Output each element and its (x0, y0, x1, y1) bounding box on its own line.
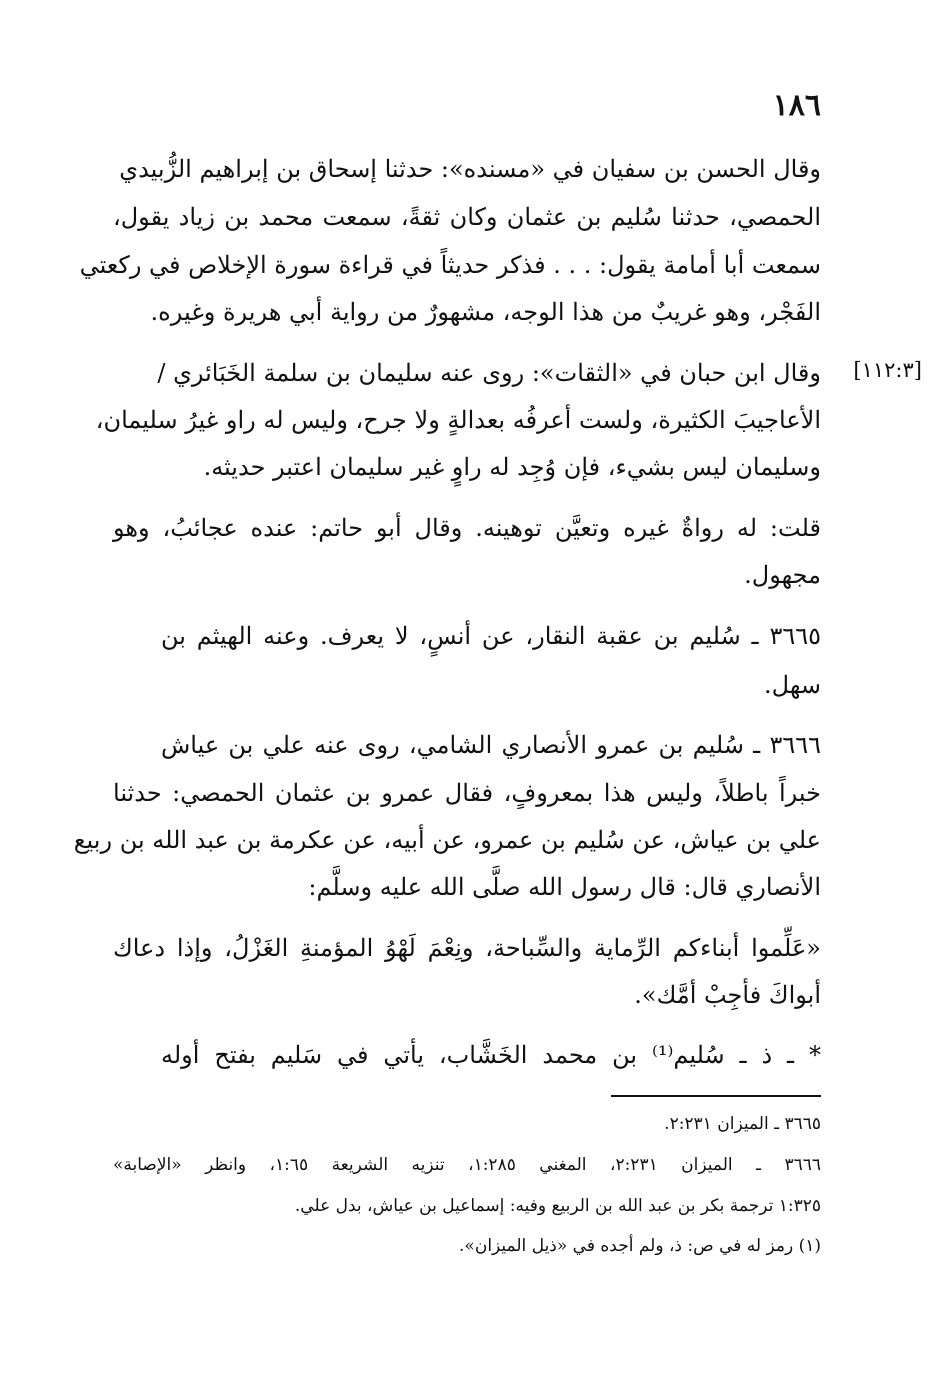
text-line: أبواكَ فأجِبْ أمَّك». (634, 981, 821, 1009)
text-line: الحمصي، حدثنا سُليم بن عثمان وكان ثقةً، سمعت محمد بن زياد يقول، (113, 203, 821, 231)
text-line: قلت: له رواةٌ غيره وتعيَّن توهينه. وقال أبو حاتم: عنده عجائبُ، وهو (113, 514, 821, 542)
text-line: وسليمان ليس بشيء، فإن وُجِد له راوٍ غير سليمان اعتبر حديثه. (203, 453, 821, 481)
footnote: (١) رمز له في ص: ذ، ولم أجده في «ذيل الميزان». (459, 1236, 821, 1256)
text-line: وقال الحسن بن سفيان في «مسنده»: حدثنا إسحاق بن إبراهيم الزُّبيدي (119, 155, 821, 183)
text-line: الفَجْر، وهو غريبٌ من هذا الوجه، مشهورٌ من رواية أبي هريرة وغيره. (150, 298, 821, 326)
entry-3666: ٣٦٦٦ ـ سُليم بن عمرو الأنصاري الشامي، روى عنه علي بن عياش (161, 731, 821, 759)
text-line: سهل. (764, 671, 821, 699)
entry-3665: ٣٦٦٥ ـ سُليم بن عقبة النقار، عن أنسٍ، لا يعرف. وعنه الهيثم بن (161, 622, 821, 650)
text-line: مجهول. (744, 561, 821, 589)
text-line: خبراً باطلاً، وليس هذا بمعروفٍ، فقال عمرو بن عثمان الحمصي: حدثنا (113, 779, 821, 807)
cross-reference-entry: * ـ ذ ـ سُليم⁽¹⁾ بن محمد الخَشَّاب، يأتي في سَليم بفتح أوله (161, 1041, 821, 1069)
footnote: ١:٣٢٥ ترجمة بكر بن عبد الله بن الربيع وفيه: إسماعيل بن عياش، بدل علي. (294, 1196, 821, 1216)
text-line: الأنصاري قال: قال رسول الله صلَّى الله عليه وسلَّم: (308, 873, 821, 901)
text-line: وقال ابن حبان في «الثقات»: روى عنه سليمان بن سلمة الخَبَائري / (157, 359, 821, 387)
footnote-rule (611, 1095, 821, 1097)
text-line: الأعاجيبَ الكثيرة، ولست أعرفُه بعدالةٍ ولا جرح، وليس له راو غيرُ سليمان، (95, 406, 821, 434)
side-reference: [١١٢:٣] (853, 358, 922, 382)
footnote: ٣٦٦٥ ـ الميزان ٢:٢٣١. (664, 1114, 821, 1134)
hadith-quote: «عَلِّموا أبناءكم الرِّماية والسِّباحة، ونِعْمَ لَهْوُ المؤمنةِ الغَزْلُ، وإذا دعاك (113, 934, 821, 962)
footnote: ٣٦٦٦ ـ الميزان ٢:٢٣١، المغني ١:٢٨٥، تنزيه الشريعة ١:٦٥، وانظر «الإصابة» (113, 1155, 822, 1175)
page-number: ١٨٦ (772, 88, 821, 123)
text-line: سمعت أبا أمامة يقول: . . . فذكر حديثاً في قراءة سورة الإخلاص في ركعتي (79, 251, 821, 279)
text-line: علي بن عياش، عن سُليم بن عمرو، عن أبيه، عن عكرمة بن عبد الله بن ربيع (73, 826, 821, 854)
